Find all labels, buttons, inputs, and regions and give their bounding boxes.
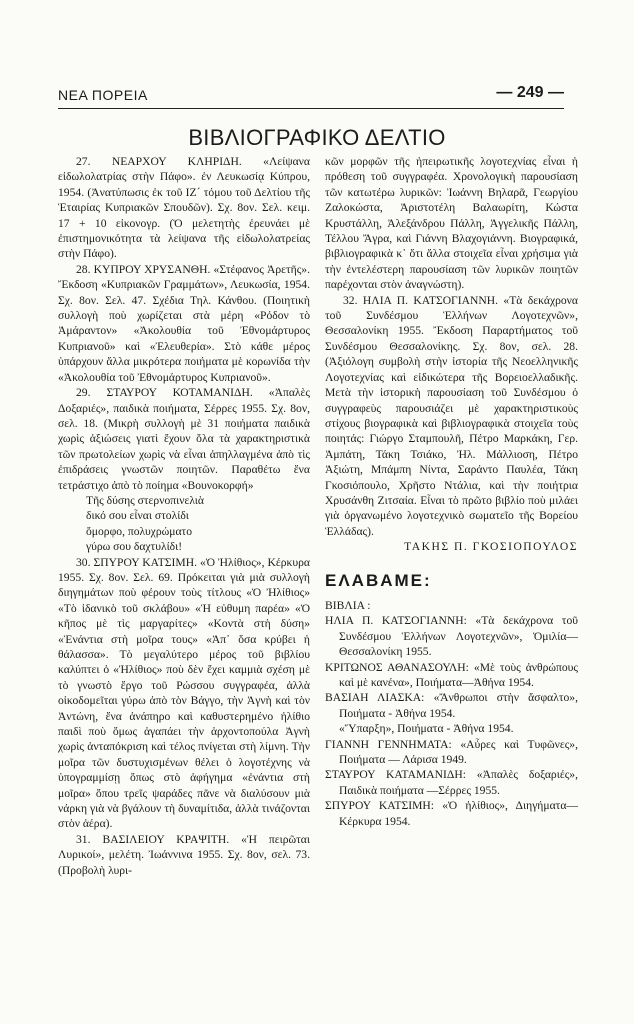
poem-line: Τῆς δύσης στερνοπινελιὰ xyxy=(86,493,204,507)
received-item: ΚΡΙΤΩΝΟΣ ΑΘΑΝΑΣΟΥΛΗ: «Μὲ τοὺς ἀνθρώπους καὶ μὲ κανένα», Ποιήματα—Ἀθήνα 1954. xyxy=(325,660,578,689)
received-item: «Ὕπαρξη», Ποιήματα - Ἀθήνα 1954. xyxy=(339,722,514,736)
entry-27: 27. ΝΕΑΡΧΟΥ ΚΛΗΡΙΔΗ. «Λείψανα εἰδωλολατρίας στὴν Πάφο». ἐν Λευκωσίᾳ Κύπρου, 1954. (Ἀνατύπωσις ἐκ τοῦ ΙΖ´ τόμου τοῦ Δελτίου τῆς Ἑταιρίας Κυπριακῶν Σπουδῶν). Σχ. 8ον. Σελ. κειμ. 17 + 10 εἰκονογρ. (Ὁ μελετητὴς ἐρευνάει μὲ ἐπιστημονικότητα τὰ λείψανα τῆς εἰδωλολατρείας στὴν Πάφο). xyxy=(58,155,310,261)
poem-line: γύρω σου δαχτυλίδι! xyxy=(86,540,183,554)
reviewer-signature: ΤΑΚΗΣ Π. ΓΚΟΣΙΟΠΟΥΛΟΣ xyxy=(404,540,578,554)
entry-29: 29. ΣΤΑΥΡΟΥ ΚΟΤΑΜΑΝΙΔΗ. «Ἀπαλὲς Δοξαριές», παιδικὰ ποιήματα, Σέρρες 1955. Σχ. 8ον, σελ. 18. (Μικρὴ συλλογὴ μὲ 31 ποιήματα παιδικὰ χωρὶς ἀξιώσεις γιατὶ ἔχουν ὅλα τὰ χαρακτηριστικὰ τῶν πρωτολείων χωρὶς νὰ εἶναι ἀπηλλαγμένα ἀπὸ τὶς ἐπιδράσεις γνωστῶν ποιητῶν. Παραθέτω ἕνα τετράστιχο ἀπὸ τὸ ποίημα «Βουνοκορφή» xyxy=(58,386,310,492)
received-item: ΣΤΑΥΡΟΥ ΚΑΤΑΜΑΝΙΔΗ: «Ἀπαλὲς δοξαριές», Παιδικὰ ποιήματα —Σέρρες 1955. xyxy=(325,768,578,797)
entry-32: 32. ΗΛΙΑ Π. ΚΑΤΣΟΓΙΑΝΝΗ. «Τὰ δεκάχρονα τοῦ Συνδέσμου Ἑλλήνων Λογοτεχνῶν», Θεσσαλονίκη 1955. Ἔκδοση Παραρτήματος τοῦ Συνδέσμου Θεσσαλονίκης. Σχ. 8ον, σελ. 28. (Ἀξιόλογη συμβολὴ στὴν ἱστορία τῆς Νεοελληνικῆς Λογοτεχνίας καὶ εἰδικώτερα τῆς Βορειοελλαδικῆς. Μετὰ τὴν ἱστορικὴ παρουσίαση τοῦ Συνδέσμου ὁ συγγραφεὺς παρουσιάζει μὲ χαρακτηριστικοὺς στίχους βιογραφικὰ καὶ βιβλιογραφικὰ στοιχεῖα τοὺς ποιητάς: Γιώργο Σταμπουλῆ, Πέτρο Μαρκάκη, Γερ. Ἀμπάτη, Τάκη Τσιάκο, Ἠλ. Μάλλιοση, Πέτρο Ἀξιώτη, Μπάμπη Νίντα, Σαράντο Παυλέα, Τάκη Γκοσιόπουλο, Χρῆστο Ντάλια, καὶ τὴν ποιήτρια Χρυσάνθη Ζιτσαία. Εἶναι τὸ πρῶτο βιβλίο ποὺ μιλάει γιὰ ὀργανωμένο λογοτεχνικὸ σωματεῖο τῆς Βορείου Ἑλλάδας). xyxy=(325,293,578,538)
page-number: — 249 — xyxy=(496,84,564,101)
received-category: ΒΙΒΛΙΑ : xyxy=(325,598,371,612)
received-item: ΒΑΣΙΑΗ ΛΙΑΣΚΑ: «Ἄνθρωποι στὴν ἄσφαλτο», Ποιήματα - Ἀθήνα 1954. xyxy=(325,691,578,720)
received-item: ΗΛΙΑ Π. ΚΑΤΣΟΓΙΑΝΝΗ: «Τὰ δεκάχρονα τοῦ Συνδέσμου Ἑλλήνων Λογοτεχνῶν», Ὁμιλία—Θεσσαλονίκη 1955. xyxy=(325,614,578,659)
left-column xyxy=(58,154,310,878)
right-column xyxy=(325,154,578,829)
received-item: ΣΠΥΡΟΥ ΚΑΤΣΙΜΗ: «Ὁ ἠλίθιος», Διηγήματα—Κέρκυρα 1954. xyxy=(325,799,578,828)
poem-line: ὄμορφο, πολυχρώματο xyxy=(86,524,192,538)
received-item: ΓΙΑΝΝΗ ΓΕΝΝΗΜΑΤΑ: «Αὖρες καὶ Τυφῶνες», Ποιήματα — Λάρισα 1949. xyxy=(325,737,578,767)
header-rule xyxy=(58,108,564,109)
poem-line: δικό σου εἶναι στολίδι xyxy=(86,509,189,523)
received-heading: ΕΛΑΒΑΜΕ: xyxy=(325,570,432,590)
entry-30: 30. ΣΠΥΡΟΥ ΚΑΤΣΙΜΗ. «Ὁ Ἠλίθιος», Κέρκυρα 1955. Σχ. 8ον. Σελ. 69. Πρόκειται γιὰ μιὰ συλλογὴ διηγημάτων ποὺ φέρουν τοὺς τίτλους «Ὁ Ἠλίθιος» «Τὸ ἰδανικὸ τοῦ σκλάβου» «Ἡ εὐθυμη παρέα» «Ὁ κῆπος μὲ τὶς μαργαρίτες» «Κοντὰ στὴ δύση» «Ἐνάντια στὴ μοῖρα τους» «Ἀπ᾿ ὅσα κρύβει ἡ θάλασσα». Τὸ μεγαλύτερο μέρος τοῦ βιβλίου καλύπτει ὁ «Ἠλίθιος» ποὺ δὲν ἔχει καμμιὰ σχέση μὲ τὸ γνωστὸ ἔργο τοῦ Ρώσσου συγγραφέα, ἀλλὰ οἰκοδομεῖται γύρω ἀπὸ τὸν Βάγγο, τὴν Ἀγνὴ καὶ τὸν Ἀντώνη, ἕνα ἀνάπηρο καὶ καθυστερημένο ἠλίθιο παιδὶ ποὺ ὅμως ἀγαπάει τὴν ἀρχοντοπούλα Ἀγνὴ χωρὶς ἀνταπόκριση καὶ τέλος πνίγεται στὴ λίμνη. Τὴν μοῖρα τῶν δυστυχισμένων θέλει ὁ λογοτέχνης νὰ ὑπογραμμίσῃ ὅπως στὸ ἀφήγημα «ἐνάντια στὴ μοῖρα» ὅπου τρεῖς ψαράδες πᾶνε νὰ διαλύσουν μιὰ νάρκη γιὰ νὰ βγάλουν τὴ δυναμίτιδα, ἀλλὰ τινάζονται στὸν ἀέρα). xyxy=(58,555,310,831)
journal-name: ΝΕΑ ΠΟΡΕΙΑ xyxy=(58,87,148,103)
entry-28: 28. ΚΥΠΡΟΥ ΧΡΥΣΑΝΘΗ. «Στέφανος Ἀρετῆς». Ἔκδοση «Κυπριακῶν Γραμμάτων», Λευκωσία, 1954. Σχ. 8ον. Σελ. 47. Σχέδια Τηλ. Κάνθου. (Ποιητικὴ συλλογὴ ποὺ χωρίζεται στὰ μέρη «Ρόδον τὸ Ἀμάραντον» «Ἀκολουθία τοῦ Ἐθνομάρτυρος Κυπριανοῦ» καὶ «Ἐλευθερία». Στὸ κάθε μέρος ὑπάρχουν ἄλλα μικρότερα ποιήματα μὲ κορωνίδα τὴν «Ἀκολουθία τοῦ Ἐθνομάρτυρος Κυπριανοῦ». xyxy=(58,262,310,384)
entry-31: 31. ΒΑΣΙΛΕΙΟΥ ΚΡΑΨΙΤΗ. «Ἡ πειρῶται Λυρικοί», μελέτη. Ἰωάννινα 1955. Σχ. 8ον, σελ. 73. (Προβολὴ λυρι- xyxy=(58,832,310,877)
section-title: ΒΙΒΛΙΟΓΡΑΦΙΚΟ ΔΕΛΤΙΟ xyxy=(188,125,446,150)
running-header xyxy=(58,84,564,106)
poem-quote xyxy=(58,493,310,555)
entry-31-continued: κῶν μορφῶν τῆς ἠπειρωτικῆς λογοτεχνίας εἶναι ἡ πρόθεση τοῦ συγγραφέα. Χρονολογικὴ παρουσίαση τῶν κατωτέρω λυρικῶν: Ἰωάννη Βηλαρᾶ, Γεωργίου Ζαλοκώστα, Ἀριστοτέλη Βαλαωρίτη, Κώστα Κρυστάλλη, Ἀλεξάνδρου Πάλλη, Ἀγγελικῆς Πάλλη, Τέλλου Ἄγρα, καὶ Γιάννη Βλαχογιάννη. Βιογραφικά, βιβλιογραφικὰ κ᾿ ὅτι ἄλλα στοιχεῖα εἶναι χρήσιμα γιὰ τὴν ἐντελέστερη παρουσίαση τῶν λυρικῶν ποιητῶν παρέχονται στὸν ἀναγνώστη). xyxy=(325,155,578,292)
